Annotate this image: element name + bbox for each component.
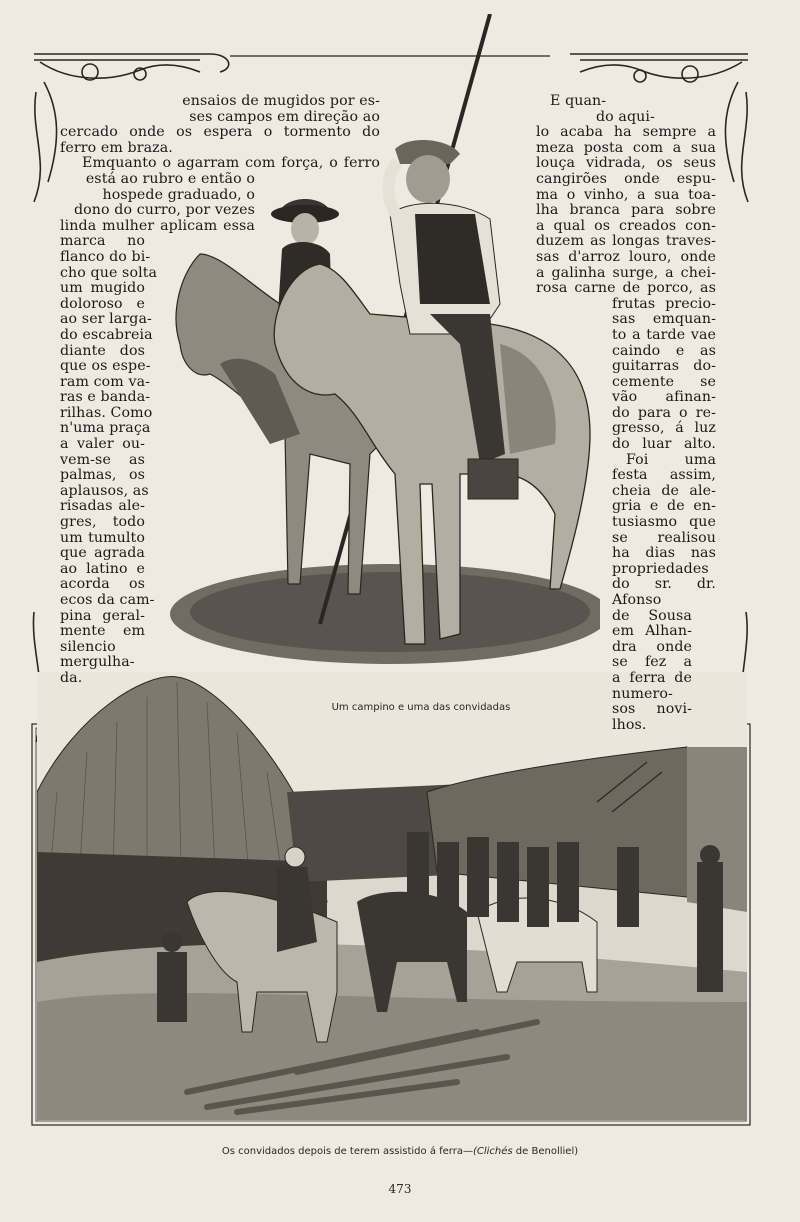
- text-line: que agrada: [60, 545, 145, 562]
- text-line: dra onde: [612, 638, 692, 655]
- text-line: to a tarde vae: [612, 326, 716, 343]
- text-line: frutas precio-: [612, 295, 716, 312]
- text-line: ferro em braza.: [60, 139, 173, 156]
- text-line: aplausos, as: [60, 482, 149, 499]
- text-line: gres, todo: [60, 514, 145, 531]
- text-line: ha dias nas: [612, 545, 716, 562]
- text-line: sos novi-: [612, 701, 692, 718]
- text-line: ecos da cam-: [60, 592, 155, 608]
- text-line: se fez a: [612, 654, 692, 671]
- text-line: palmas, os: [60, 467, 145, 484]
- text-line: sas d'arroz louro, onde: [536, 248, 716, 265]
- text-line: do para o re-: [612, 404, 716, 421]
- text-line: caindo e as: [612, 342, 716, 359]
- text-line: gresso, á luz: [612, 420, 716, 437]
- caption-group: [150, 1146, 650, 1157]
- text-line: flanco do bi-: [60, 248, 151, 265]
- text-line: a valer ou-: [60, 436, 145, 453]
- page-number: 473: [388, 1182, 412, 1196]
- text-line: da.: [60, 669, 83, 686]
- text-line: lha branca para sobre: [536, 202, 716, 219]
- text-line: ram com va-: [60, 373, 151, 390]
- text-line: sas emquan-: [612, 311, 716, 328]
- text-line: mente em: [60, 623, 145, 640]
- text-line: mergulha-: [60, 654, 135, 671]
- text-line: ma o vinho, a sua toa-: [536, 186, 716, 203]
- text-line: rilhas. Como: [60, 404, 153, 421]
- text-line: marca no: [60, 233, 145, 250]
- text-line: meza posta com a sua: [536, 139, 716, 156]
- text-line: pina geral-: [60, 607, 145, 624]
- text-line: está ao rubro e então o: [85, 170, 255, 187]
- text-line: ao latino e: [60, 560, 145, 577]
- text-line: a ferra de: [612, 669, 692, 686]
- text-line: lhos.: [612, 716, 647, 733]
- text-line: gria e de en-: [612, 498, 716, 515]
- text-line: n'uma praça: [60, 420, 151, 437]
- text-line: de Sousa: [612, 607, 692, 624]
- text-line: duzem as longas traves-: [536, 233, 716, 250]
- text-line: linda mulher aplicam essa: [60, 217, 255, 234]
- text-line: do aqui-: [596, 108, 655, 125]
- text-line: a qual os creados con-: [536, 217, 716, 234]
- text-line: doloroso e: [60, 295, 145, 312]
- text-line: louça vidrada, os seus: [536, 155, 716, 172]
- text-line: vão afinan-: [612, 389, 716, 406]
- caption-riders: Um campino e uma das convidadas: [331, 702, 511, 713]
- caption-group-main: Os convidados depois de terem assistido á ferra—: [221, 1146, 473, 1157]
- text-line: dono do curro, por vezes: [73, 202, 255, 219]
- text-line: a galinha surge, a chei-: [536, 264, 716, 281]
- text-line: em Alhan-: [612, 623, 692, 640]
- text-line: acorda os: [60, 576, 145, 593]
- article-left-column: [60, 94, 380, 687]
- caption-credit-rest: de Benolliel): [512, 1146, 579, 1157]
- text-line: festa assim,: [612, 467, 716, 484]
- text-line: um tumulto: [60, 529, 145, 546]
- text-line: cho que solta: [60, 264, 158, 281]
- article-right-column: [536, 94, 716, 733]
- text-line: ao ser larga-: [60, 311, 152, 328]
- text-line: hospede graduado, o: [102, 186, 255, 203]
- text-line: rosa carne de porco, as: [536, 280, 716, 297]
- text-line: do sr. dr.: [612, 576, 716, 593]
- text-line: silencio: [60, 638, 116, 655]
- text-line: um mugido: [60, 280, 145, 297]
- text-line: risadas ale-: [60, 498, 145, 515]
- text-line: ras e banda-: [60, 389, 151, 406]
- text-line: Emquanto o agarram com força, o ferro: [82, 155, 380, 172]
- text-line: cercado onde os espera o tormento do: [60, 124, 380, 141]
- text-line: guitarras do-: [612, 358, 716, 375]
- text-line: tusiasmo que: [612, 514, 716, 531]
- text-line: Foi uma: [626, 451, 716, 468]
- text-line: que os espe-: [60, 358, 151, 375]
- text-line: ensaios de mugidos por es-: [182, 93, 380, 109]
- text-line: E quan-: [550, 93, 607, 109]
- text-line: do luar alto.: [612, 436, 716, 453]
- text-line: Afonso: [612, 592, 662, 608]
- text-line: numero-: [612, 685, 673, 702]
- text-line: propriedades: [612, 560, 709, 577]
- text-line: lo acaba ha sempre a: [536, 124, 716, 141]
- caption-credit-italic: (Clichés: [472, 1146, 513, 1157]
- text-line: vem-se as: [60, 451, 145, 468]
- text-line: cemente se: [612, 373, 716, 390]
- text-line: diante dos: [60, 342, 145, 359]
- text-line: ses campos em direção ao: [189, 108, 380, 125]
- text-line: cheia de ale-: [612, 482, 716, 499]
- text-line: cangirões onde espu-: [536, 170, 716, 187]
- text-line: do escabreia: [60, 326, 153, 343]
- text-line: se realisou: [612, 529, 716, 546]
- photo-guests-after-branding: [37, 669, 747, 1120]
